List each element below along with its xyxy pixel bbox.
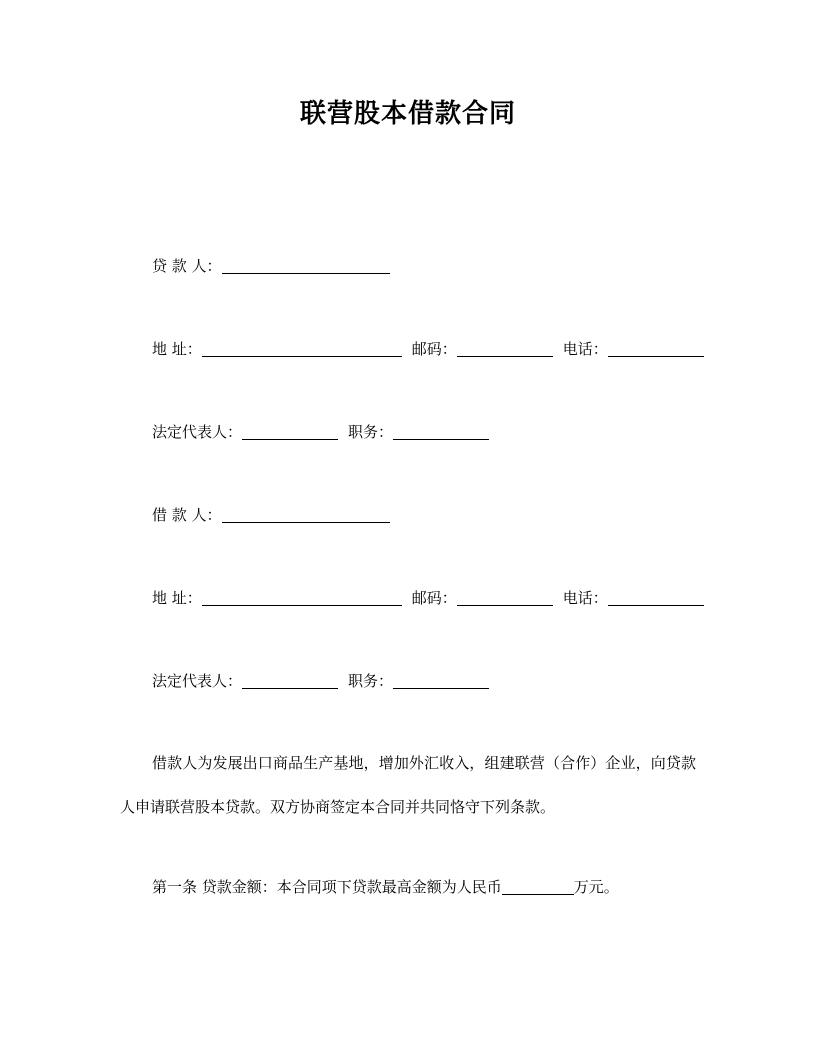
document-title: 联营股本借款合同 (299, 99, 516, 129)
borrower-position-blank (393, 672, 489, 689)
borrower-address-label: 地 址： (152, 589, 202, 607)
lender-name-line (152, 255, 390, 277)
lender-name-blank (222, 257, 390, 274)
lender-address-line (152, 338, 704, 360)
lender-rep-blank (242, 423, 338, 440)
lender-rep-line (152, 421, 489, 443)
lender-position-label: 职务： (348, 423, 394, 441)
lender-name-label: 贷 款 人： (152, 257, 222, 275)
lender-position-blank (393, 423, 489, 440)
borrower-rep-blank (242, 672, 338, 689)
borrower-name-label: 借 款 人： (152, 506, 222, 524)
lender-postcode-label: 邮码： (411, 340, 457, 358)
borrower-rep-line (152, 670, 489, 692)
article-1-text: 第一条 贷款金额：本合同项下贷款最高金额为人民币 (152, 878, 502, 896)
borrower-name-blank (222, 506, 390, 523)
borrower-address-blank (202, 589, 402, 606)
borrower-postcode-label: 邮码： (411, 589, 457, 607)
borrower-rep-label: 法定代表人： (152, 672, 243, 690)
borrower-name-line (152, 504, 390, 526)
borrower-postcode-blank (457, 589, 553, 606)
loan-amount-blank (502, 878, 574, 895)
borrower-phone-blank (608, 589, 704, 606)
intro-paragraph: 借款人为发展出口商品生产基地，增加外汇收入，组建联营（合作）企业，向贷款人申请联营股本贷款。双方协商签定本合同并共同恪守下列条款。 (120, 754, 696, 816)
lender-phone-label: 电话： (562, 340, 608, 358)
borrower-address-line (152, 587, 704, 609)
borrower-phone-label: 电话： (562, 589, 608, 607)
lender-address-blank (202, 340, 402, 357)
lender-address-label: 地 址： (152, 340, 202, 358)
article-1-suffix: 万元。 (573, 878, 619, 896)
lender-phone-blank (608, 340, 704, 357)
borrower-position-label: 职务： (348, 672, 394, 690)
lender-rep-label: 法定代表人： (152, 423, 243, 441)
article-1-line (152, 876, 619, 898)
lender-postcode-blank (457, 340, 553, 357)
